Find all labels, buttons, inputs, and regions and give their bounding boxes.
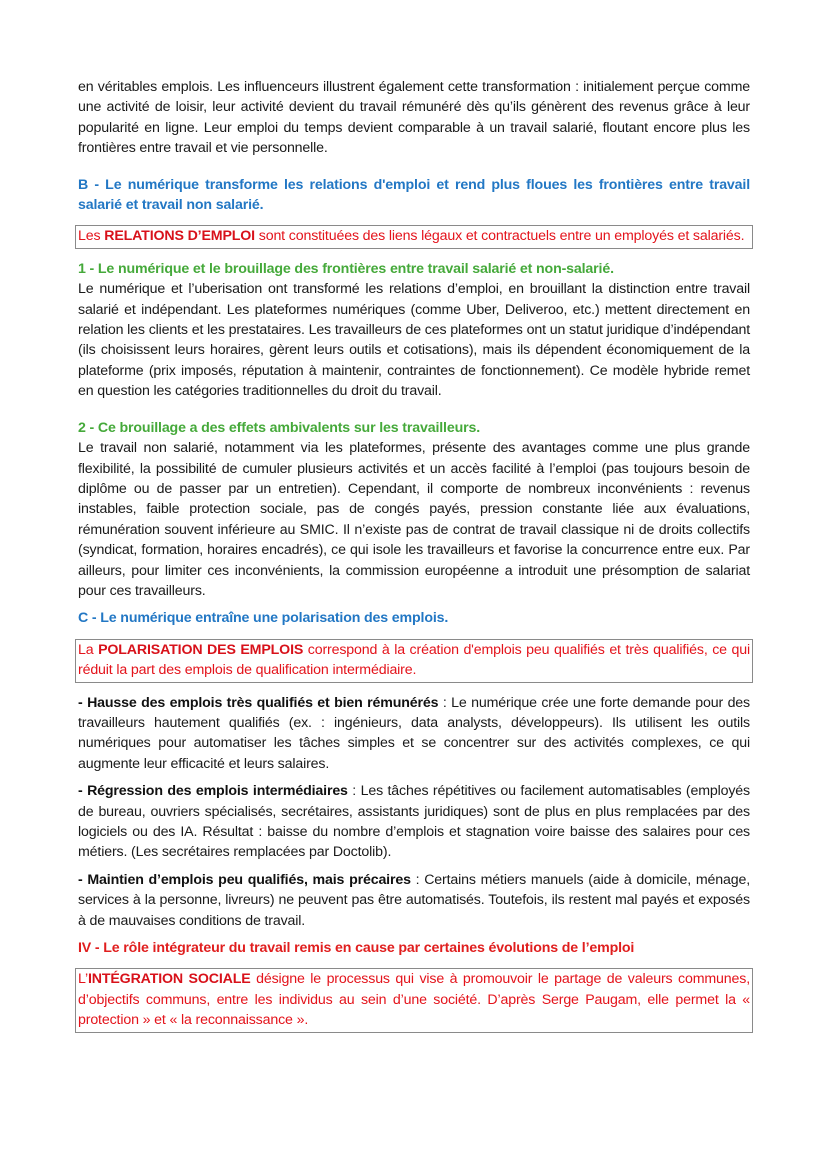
section-b-heading: B - Le numérique transforme les relations d'emploi et rend plus floues les frontières entre travail salarié et travail non salarié. [78,176,750,214]
definition-term: INTÉGRATION SOCIALE [87,971,251,988]
spacer [78,683,750,693]
definition-text: sont constituées des liens légaux et contractuels entre un employés et salariés. [254,228,745,245]
spacer [78,629,750,639]
definition-text: correspond à la création d'emplois peu qualifiés et très qualifiés, ce qui réduit la part des emplois de qualification intermédiaire. [78,641,750,679]
subsection-2-heading: 2 - Ce brouillage a des effets ambivalents sur les travailleurs. [78,419,481,436]
definition-box-relations-emploi [75,225,753,248]
spacer [78,249,750,259]
definition-term: POLARISATION DES EMPLOIS [98,641,304,658]
definition-prefix: L’ [78,971,88,988]
definition-text: désigne le processus qui vise à promouvoir le partage de valeurs communes, d’objectifs communs, entre les individus au sein d’une société. D’après Serge Paugam, elle permet la « protection » et « la reconnaissance ». [78,971,750,1029]
section-iv-heading: IV - Le rôle intégrateur du travail remis en cause par certaines évolutions de l’emploi [78,940,635,957]
bullet-lead: - Maintien d’emplois peu qualifiés, mais précaires [78,871,411,888]
section-c-heading: C - Le numérique entraîne une polarisation des emplois. [78,610,449,627]
spacer [78,402,750,418]
bullet-regression-emplois-intermediaires [78,781,750,863]
spacer [78,215,750,225]
intro-paragraph: en véritables emplois. Les influenceurs illustrent également cette transformation : initialement perçue comme une activité de loisir, leur activité devient du travail rémunéré dès qu’ils génèrent des revenus grâce à leur popularité en ligne. Leur emploi du temps devient comparable à un travail salarié, floutant encore plus les frontières entre travail et vie personnelle. [78,79,750,157]
spacer [78,774,750,781]
spacer [78,863,750,870]
spacer [78,159,750,175]
bullet-text: : Les tâches répétitives ou facilement automatisables (employés de bureau, ouvriers spécialisés, secrétaires, assistants juridiques) sont de plus en plus remplacées par des logiciels ou des IA. Résultat : baisse du nombre d’emplois et stagnation voire baisse des salaires pour ces métiers. (Les secrétaires remplacées par Doctolib). [78,783,750,861]
document-page [78,77,750,1033]
bullet-maintien-emplois-precaires [78,870,750,931]
spacer [78,958,750,968]
subsection-2-body: Le travail non salarié, notamment via les plateformes, présente des avantages comme une plus grande flexibilité, la possibilité de cumuler plusieurs activités et un accès facilité à l’emploi (pas toujours besoin de diplôme ou de passer par un entretien). Cependant, il comporte de nombreux inconvénients : revenus instables, faible protection sociale, pas de congés payés, pression constante liée aux évaluations, rémunération souvent inférieure au SMIC. Il n’existe pas de contrat de travail classique ni de droits collectifs (syndicat, formation, horaires encadrés), ce qui isole les travailleurs et favorise la concurrence entre eux. Par ailleurs, pour limiter ces inconvénients, la commission européenne a introduit une présomption de salariat pour ces travailleurs. [78,440,750,599]
definition-prefix: La [78,641,99,658]
spacer [78,601,750,608]
subsection-1-heading: 1 - Le numérique et le brouillage des frontières entre travail salarié et non-salarié. [78,260,614,277]
bullet-hausse-emplois-qualifies [78,693,750,775]
spacer [78,931,750,938]
definition-term: RELATIONS D’EMPLOI [104,228,255,245]
subsection-1-body: Le numérique et l’uberisation ont transformé les relations d’emploi, en brouillant la distinction entre travail salarié et indépendant. Les plateformes numériques (comme Uber, Deliveroo, etc.) mettent directement en relation les clients et les prestataires. Les travailleurs de ces plateformes ont un statut juridique d’indépendant (ils choisissent leurs horaires, gèrent leurs outils et cotisations), mais ils dépendent économiquement de la plateforme (prix imposés, réputation à maintenir, contraintes de fonctionnement). Ce modèle hybride remet en question les catégories traditionnelles du droit du travail. [78,281,750,400]
definition-prefix: Les [78,228,105,245]
definition-box-integration-sociale [75,968,753,1032]
bullet-lead: - Hausse des emplois très qualifiés et bien rémunérés [78,694,439,711]
definition-box-polarisation [75,639,753,683]
bullet-lead: - Régression des emplois intermédiaires [78,783,348,800]
bullet-text: : Le numérique crée une forte demande pour des travailleurs hautement qualifiés (ex. : ingénieurs, data analysts, développeurs). Ils utilisent les outils numériques pour automatiser les tâches simples et se concentrer sur des activités complexes, ce qui augmente leur efficacité et leurs salaires. [78,694,750,772]
bullet-text: : Certains métiers manuels (aide à domicile, ménage, services à la personne, livreurs) ne peuvent pas être automatisés. Toutefois, ils restent mal payés et exposés à de mauvaises conditions de travail. [78,871,750,929]
